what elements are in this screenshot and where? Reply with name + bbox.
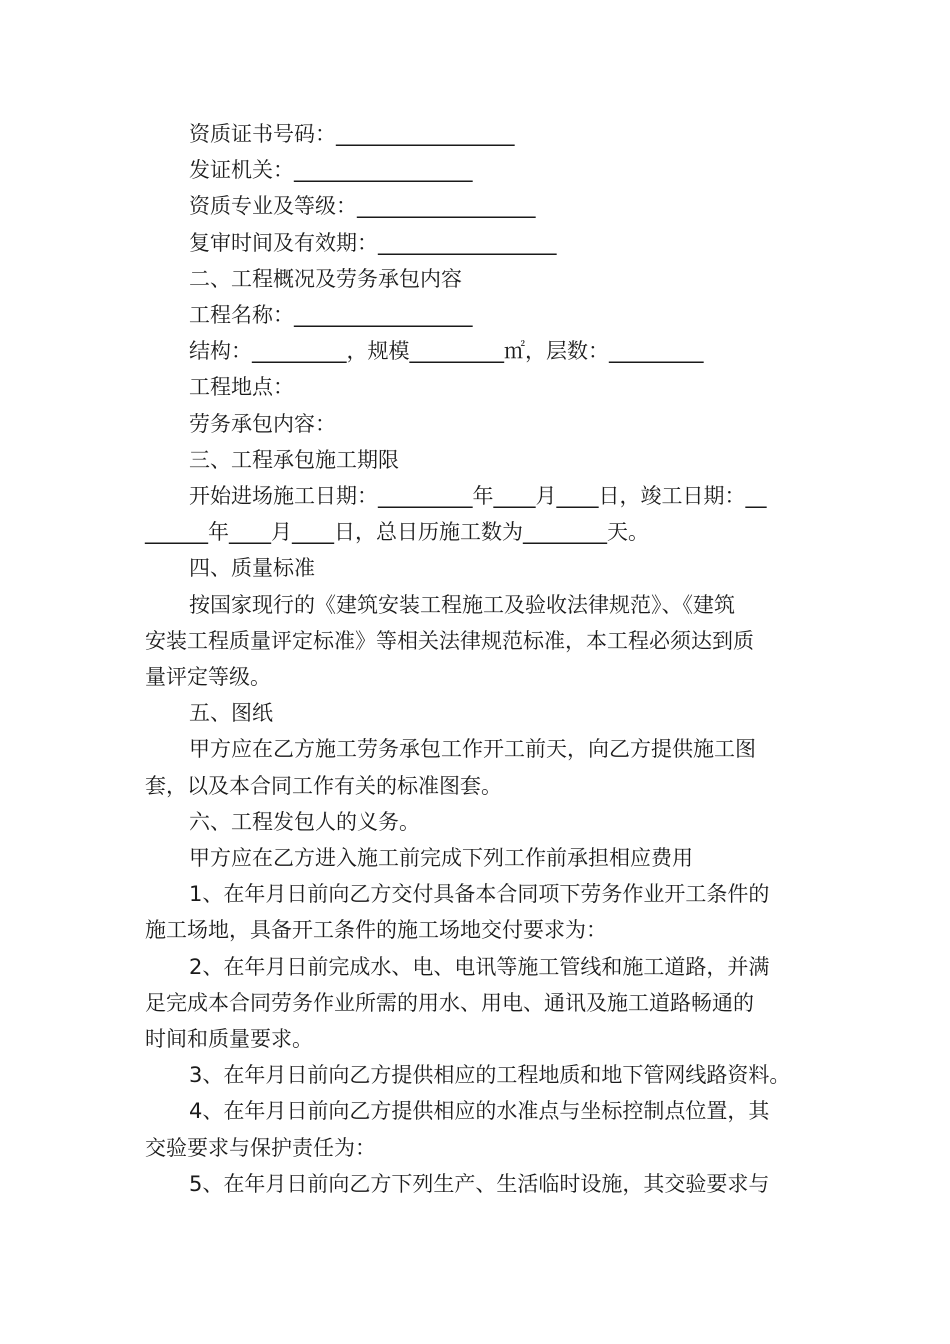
paragraph-line: 施工场地，具备开工条件的施工场地交付要求为： xyxy=(145,918,607,943)
label: 工程名称： xyxy=(189,303,294,328)
label: 复审时间及有效期： xyxy=(189,230,378,255)
section-heading-3: 三、工程承包施工期限 xyxy=(189,447,399,472)
labor-content-line: 劳务承包内容： xyxy=(189,411,336,436)
paragraph-line: 安装工程质量评定标准》等相关法律规范标准，本工程必须达到质 xyxy=(145,628,754,653)
cert-number-line xyxy=(145,116,815,152)
paragraph-line: 足完成本合同劳务作业所需的用水、用电、通讯及施工道路畅通的 xyxy=(145,990,754,1015)
paragraph-line: 甲方应在乙方进入施工前完成下列工作前承担相应费用 xyxy=(189,846,693,871)
paragraph-line: 量评定等级。 xyxy=(145,665,271,690)
start-date-line: 开始进场施工日期：_________年____月____日，竣工日期：__ xyxy=(189,484,767,509)
completion-date-line: ______年____月____日，总日历施工数为________天。 xyxy=(145,520,649,545)
structure-scale-line: 结构：_________，规模_________㎡，层数：_________ xyxy=(189,339,704,364)
label: 资质证书号码： xyxy=(189,122,336,146)
issuing-authority-line xyxy=(145,152,815,188)
document-body xyxy=(145,116,815,1202)
paragraph-line: 套，以及本合同工作有关的标准图套。 xyxy=(145,773,502,798)
section-heading-6: 六、工程发包人的义务。 xyxy=(189,809,420,834)
qualification-grade-line xyxy=(145,188,815,224)
paragraph-line: 交验要求与保护责任为： xyxy=(145,1135,376,1160)
blank: _________________ xyxy=(294,303,473,328)
blank: _________________ xyxy=(357,194,536,219)
paragraph-line: 甲方应在乙方施工劳务承包工作开工前天，向乙方提供施工图 xyxy=(189,737,756,762)
paragraph-line: 时间和质量要求。 xyxy=(145,1027,313,1052)
list-item-5: 5、在年月日前向乙方下列生产、生活临时设施，其交验要求与 xyxy=(189,1171,770,1196)
label: 发证机关： xyxy=(189,158,294,183)
list-item-2: 2、在年月日前完成水、电、电讯等施工管线和施工道路，并满 xyxy=(189,954,770,979)
project-name-line xyxy=(145,297,815,333)
blank: _________________ xyxy=(378,230,557,255)
section-heading-5: 五、图纸 xyxy=(189,701,273,726)
review-validity-line xyxy=(145,225,815,261)
list-item-4: 4、在年月日前向乙方提供相应的水准点与坐标控制点位置，其 xyxy=(189,1099,770,1124)
section-heading-4: 四、质量标准 xyxy=(189,556,315,581)
label: 资质专业及等级： xyxy=(189,194,357,219)
list-item-1: 1、在年月日前向乙方交付具备本合同项下劳务作业开工条件的 xyxy=(189,882,770,907)
project-location-line: 工程地点： xyxy=(189,375,294,400)
list-item-3: 3、在年月日前向乙方提供相应的工程地质和地下管网线路资料。 xyxy=(189,1063,791,1088)
blank: _________________ xyxy=(294,158,473,183)
section-heading-2: 二、工程概况及劳务承包内容 xyxy=(189,266,462,291)
paragraph-line: 按国家现行的《建筑安装工程施工及验收法律规范》、《建筑 xyxy=(189,592,735,617)
blank: _________________ xyxy=(336,122,515,146)
